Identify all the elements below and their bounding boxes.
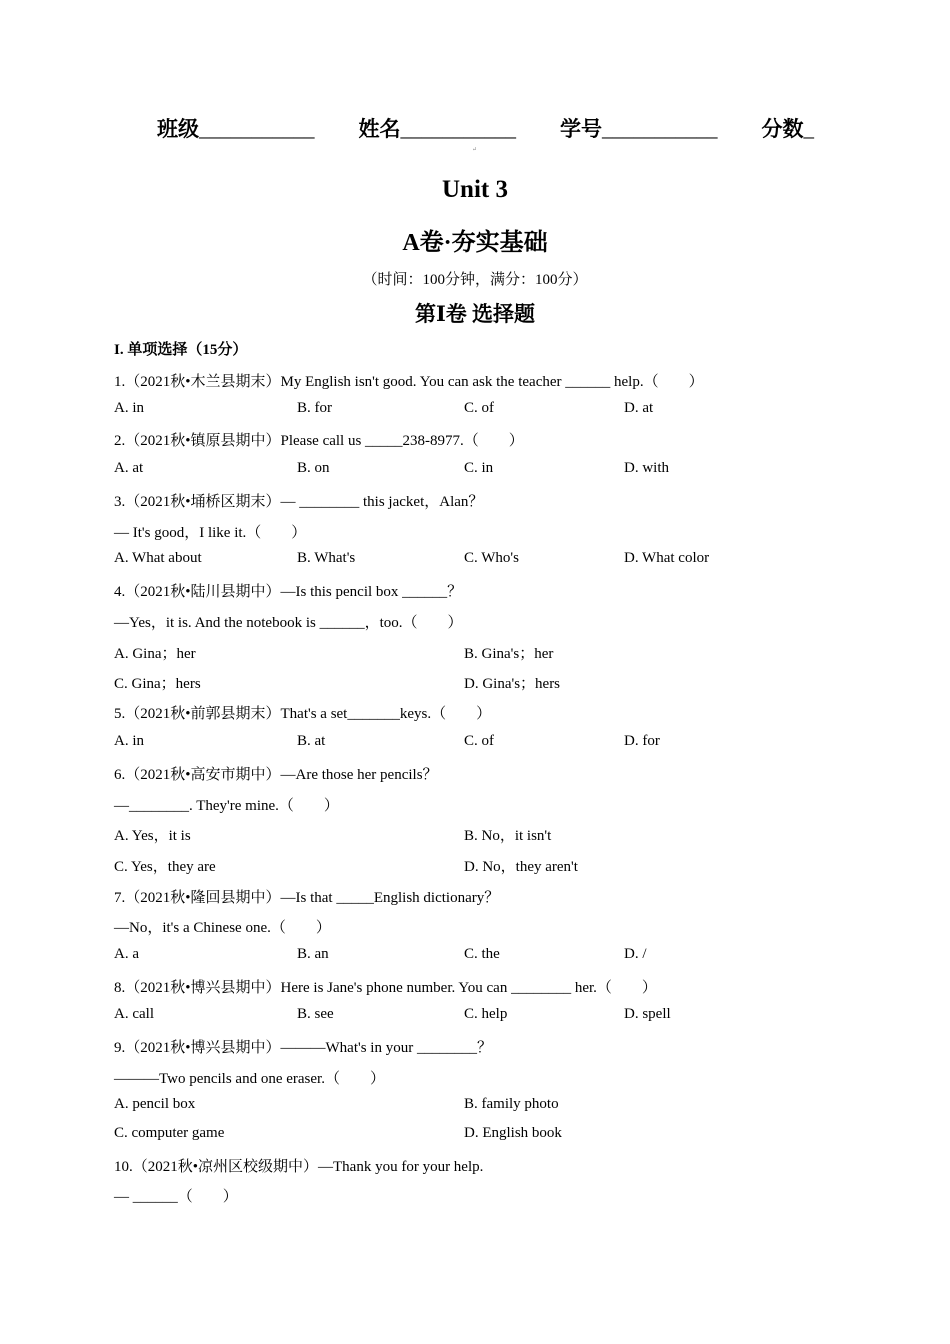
question-5: 5.（2021秋•前郭县期末）That's a set_______keys.（ ） <box>114 706 492 722</box>
class-field[interactable]: 班级___________ <box>157 117 315 141</box>
question-9: 9.（2021秋•博兴县期中）———What's in your ________？ <box>114 1040 492 1056</box>
option[interactable]: A. call <box>114 1006 154 1022</box>
question-4: 4.（2021秋•陆川县期中）—Is this pencil box ______？ <box>114 584 463 600</box>
name-field[interactable]: 姓名___________ <box>358 117 516 141</box>
question-2: 2.（2021秋•镇原县期中）Please call us _____238-8977.（ ） <box>114 433 524 449</box>
option[interactable]: C. Who's <box>464 550 519 566</box>
question-7: 7.（2021秋•隆回县期中）—Is that _____English dictionary？ <box>114 890 500 906</box>
question-9-options-row1 <box>114 1096 834 1118</box>
option[interactable]: C. in <box>464 460 494 476</box>
answer-blank[interactable]: _______ <box>347 706 400 722</box>
question-3: 3.（2021秋•埇桥区期末）— ________ this jacket，Alan？ <box>114 494 484 510</box>
option[interactable]: B. Gina's；her <box>464 646 554 662</box>
option[interactable]: D. spell <box>624 1006 671 1022</box>
option[interactable]: A. Gina；her <box>114 646 196 662</box>
option[interactable]: D. English book <box>464 1125 562 1141</box>
score-field[interactable]: 分数_ <box>761 117 814 141</box>
option[interactable]: B. see <box>297 1006 334 1022</box>
question-2-options <box>114 460 834 482</box>
option[interactable]: A. in <box>114 400 144 416</box>
option[interactable]: A. at <box>114 460 144 476</box>
question-6: 6.（2021秋•高安市期中）—Are those her pencils？ <box>114 767 438 783</box>
question-6-options-row2 <box>114 855 834 877</box>
option[interactable]: D. with <box>624 460 669 476</box>
question-1: 1.（2021秋•木兰县期末）My English isn't good. You can ask the teacher ______ help.（ ） <box>114 374 704 390</box>
question-10: 10.（2021秋•凉州区校级期中）—Thank you for your help. <box>114 1159 484 1175</box>
option[interactable]: C. Yes，they are <box>114 859 216 875</box>
question-3-options <box>114 550 834 572</box>
option[interactable]: D. Gina's；hers <box>464 676 561 692</box>
student-id-field[interactable]: 学号___________ <box>560 117 718 141</box>
option[interactable]: A. in <box>114 733 144 749</box>
option[interactable]: C. the <box>464 946 500 962</box>
question-4-options-row2 <box>114 672 834 694</box>
option[interactable]: B. for <box>297 400 332 416</box>
question-6-answer-line: —________. They're mine.（ ） <box>114 798 339 814</box>
option[interactable]: D. at <box>624 400 654 416</box>
paragraph-mark-icon: ↵ <box>472 147 478 153</box>
question-4-options-row1 <box>114 642 834 664</box>
student-info-header <box>157 113 817 143</box>
unit-title: Unit 3 <box>442 176 508 203</box>
option[interactable]: A. Yes，it is <box>114 828 191 844</box>
option[interactable]: B. on <box>297 460 330 476</box>
question-1-options <box>114 400 834 422</box>
question-6-options-row1 <box>114 824 834 846</box>
paper-title: A卷·夯实基础 <box>402 230 548 256</box>
option[interactable]: A. pencil box <box>114 1096 196 1112</box>
option[interactable]: D. / <box>624 946 647 962</box>
option[interactable]: B. an <box>297 946 329 962</box>
question-8: 8.（2021秋•博兴县期中）Here is Jane's phone number. You can ________ her.（ ） <box>114 980 657 996</box>
question-7-options <box>114 946 834 968</box>
option[interactable]: B. family photo <box>464 1096 559 1112</box>
option[interactable]: C. help <box>464 1006 508 1022</box>
option[interactable]: B. No，it isn't <box>464 828 552 844</box>
question-7-answer-line: —No，it's a Chinese one.（ ） <box>114 920 331 936</box>
option[interactable]: B. What's <box>297 550 356 566</box>
option[interactable]: A. a <box>114 946 139 962</box>
question-10-answer-line: — ______（ ） <box>114 1189 238 1205</box>
option[interactable]: B. at <box>297 733 326 749</box>
section-heading: I. 单项选择（15分） <box>114 342 248 358</box>
option[interactable]: C. of <box>464 400 494 416</box>
option[interactable]: D. No，they aren't <box>464 859 578 875</box>
question-8-options <box>114 1006 834 1028</box>
question-4-answer-line: —Yes，it is. And the notebook is ______，too.（ ） <box>114 615 463 631</box>
option[interactable]: D. What color <box>624 550 710 566</box>
time-info: （时间：100分钟，满分：100分） <box>362 272 588 288</box>
question-9-answer-line: ———Two pencils and one eraser.（ ） <box>114 1071 385 1087</box>
question-5-options <box>114 733 834 755</box>
answer-blank[interactable]: _____ <box>336 890 374 906</box>
option[interactable]: C. computer game <box>114 1125 225 1141</box>
question-3-answer-line: — It's good，I like it.（ ） <box>114 525 307 541</box>
part-title: 第Ⅰ卷 选择题 <box>414 302 536 326</box>
question-9-options-row2 <box>114 1125 834 1147</box>
option[interactable]: A. What about <box>114 550 202 566</box>
option[interactable]: D. for <box>624 733 660 749</box>
option[interactable]: C. Gina；hers <box>114 676 201 692</box>
option[interactable]: C. of <box>464 733 494 749</box>
